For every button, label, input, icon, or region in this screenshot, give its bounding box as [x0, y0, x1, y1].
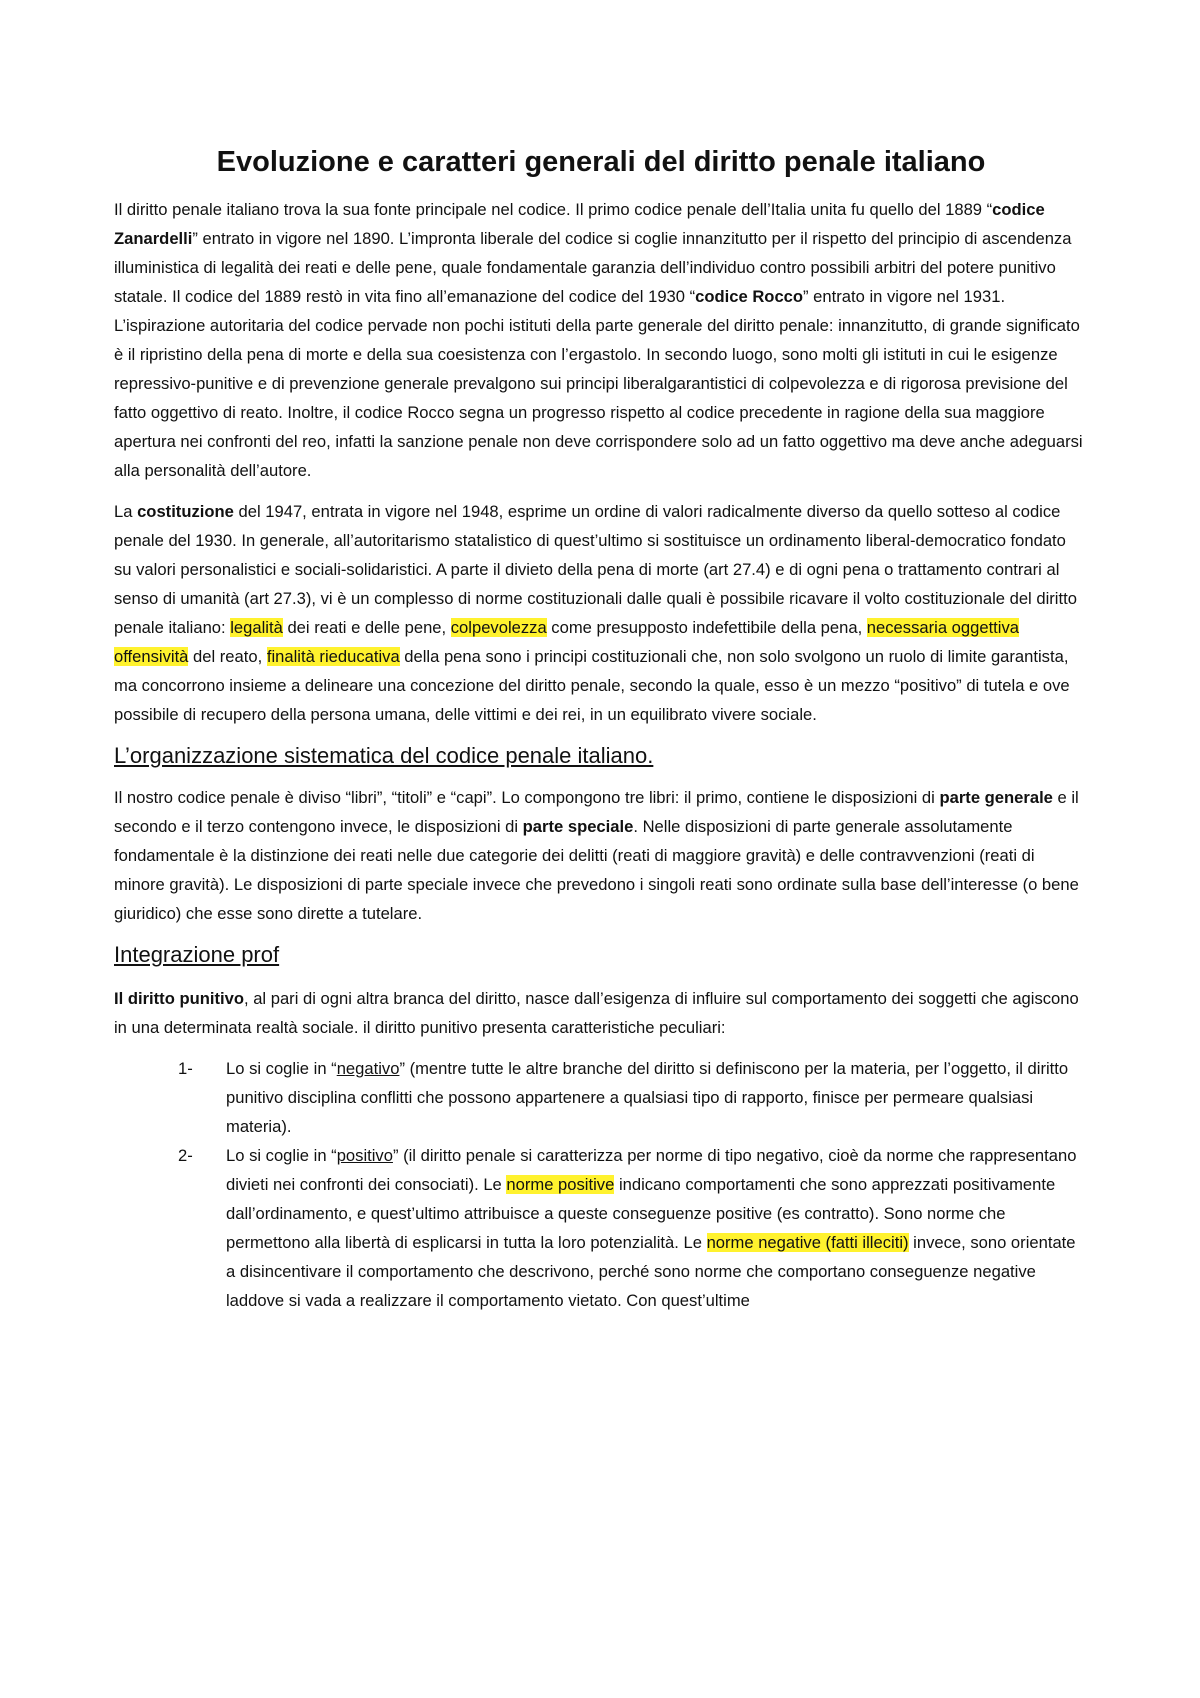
- text-run: ” entrato in vigore nel 1890. L’impronta liberale del codice si coglie innanzitutto per il rispetto del principio di ascendenza illuministica di legalità dei reati e delle pene, quale fondamentale garanzia dell’individuo contro possibili arbitri del potere punitivo statale. Il codice del 1889 restò in vita fino all’emanazione del codice del 1930 “: [114, 229, 1072, 306]
- numbered-list: [114, 1054, 1088, 1315]
- highlighted-term: legalità: [230, 618, 283, 637]
- list-item: [178, 1141, 1088, 1315]
- text-run: come presupposto indefettibile della pena,: [546, 618, 867, 637]
- text-run: Lo si coglie in “: [226, 1146, 337, 1165]
- text-run: ” (il diritto penale si caratterizza per norme di tipo negativo, cioè da norme che rappresentano divieti nei confronti dei consociati). Le: [226, 1146, 1077, 1194]
- bold-term: codice Zanardelli: [114, 200, 1045, 248]
- list-item: [178, 1054, 1088, 1141]
- text-run: . Nelle disposizioni di parte generale assolutamente fondamentale è la distinzione dei reati nelle due categorie dei delitti (reati di maggiore gravità) e delle contravvenzioni (reati di minore gravità). Le disposizioni di parte speciale invece che prevedono i singoli reati sono ordinate sulla base dell’interesse (o bene giuridico) che esse sono dirette a tutelare.: [114, 817, 1079, 923]
- list-number: 1-: [178, 1059, 193, 1078]
- highlighted-term: norme negative (fatti illeciti): [706, 1233, 909, 1252]
- bold-term: codice Rocco: [695, 287, 804, 306]
- highlighted-term: colpevolezza: [450, 618, 547, 637]
- bold-term: parte speciale: [522, 817, 634, 836]
- document-title: Evoluzione e caratteri generali del diritto penale italiano: [216, 146, 986, 178]
- text-run: del 1947, entrata in vigore nel 1948, esprime un ordine di valori radicalmente diverso da quello sotteso al codice penale del 1930. In generale, all’autoritarismo statalistico di quest’ultimo si sostituisce un ordinamento liberal-democratico fondato su valori personalistici e sociali-solidaristici. A parte il divieto della pena di morte (art 27.4) e di ogni pena o trattamento contrari al senso di umanità (art 27.3), vi è un complesso di norme costituzionali dalle quali è possibile ricavare il volto costituzionale del diritto penale italiano:: [114, 502, 1077, 637]
- text-run: dei reati e delle pene,: [282, 618, 451, 637]
- bold-term: Il diritto punitivo: [114, 989, 244, 1008]
- section-heading-organizzazione: L’organizzazione sistematica del codice penale italiano.: [114, 743, 654, 768]
- highlighted-term: necessaria oggettiva offensività: [114, 618, 1020, 666]
- underlined-term: positivo: [336, 1146, 393, 1165]
- text-run: Il diritto penale italiano trova la sua fonte principale nel codice. Il primo codice penale dell’Italia unita fu quello del 1889 “: [114, 200, 993, 219]
- highlighted-term: norme positive: [506, 1175, 615, 1194]
- highlighted-term: finalità rieducativa: [266, 647, 400, 666]
- text-run: ” entrato in vigore nel 1931. L’ispirazione autoritaria del codice pervade non pochi istituti della parte generale del diritto penale: innanzitutto, di grande significato è il ripristino della pena di morte e della sua coesistenza con l’ergastolo. In secondo luogo, sono molti gli istituti in cui le esigenze repressivo-punitive e di prevenzione generale prevalgono sui principi liberalgarantistici di colpevolezza e di rigorosa previsione del fatto oggettivo di reato. Inoltre, il codice Rocco segna un progresso rispetto al codice precedente in ragione della sua maggiore apertura nei confronti del reo, infatti la sanzione penale non deve corrispondere solo ad un fatto oggettivo ma deve anche adeguarsi alla personalità dell’autore.: [114, 287, 1083, 480]
- text-run: del reato,: [188, 647, 267, 666]
- list-number: 2-: [178, 1146, 193, 1165]
- text-run: Lo si coglie in “: [226, 1059, 337, 1078]
- text-run: della pena sono i principi costituzionali che, non solo svolgono un ruolo di limite garantista, ma concorrono insieme a delineare una concezione del diritto penale, secondo la quale, esso è un mezzo “positivo” di tutela e ove possibile di recupero della persona umana, delle vittimi e dei rei, in un equilibrato vivere sociale.: [114, 647, 1070, 724]
- section-heading-integrazione: Integrazione prof: [114, 942, 280, 967]
- text-run: invece, sono orientate a disincentivare il comportamento che descrivono, perché sono norme che comportano conseguenze negative laddove si vada a realizzare il comportamento vietato. Con quest’ultime: [226, 1233, 1076, 1310]
- text-run: La: [114, 502, 138, 521]
- underlined-term: negativo: [336, 1059, 400, 1078]
- paragraph-diritto-punitivo: [114, 984, 1088, 1042]
- text-run: e il secondo e il terzo contengono invece, le disposizioni di: [114, 788, 1079, 836]
- text-run: indicano comportamenti che sono apprezzati positivamente dall’ordinamento, e quest’ultimo attribuisce a queste conseguenze positive (es contratto). Sono norme che permettono alla libertà di esplicarsi in tutta la loro potenzialità. Le: [226, 1175, 1056, 1252]
- paragraph-organizzazione: [114, 783, 1088, 928]
- text-run: Il nostro codice penale è diviso “libri”, “titoli” e “capi”. Lo compongono tre libri: il primo, contiene le disposizioni di: [114, 788, 940, 807]
- text-run: ” (mentre tutte le altre branche del diritto si definiscono per la materia, per l’oggetto, il diritto punitivo disciplina conflitti che possono appartenere a qualsiasi tipo di rapporto, finisce per permeare qualsiasi materia).: [226, 1059, 1069, 1136]
- paragraph-costituzione: [114, 497, 1088, 729]
- text-run: , al pari di ogni altra branca del diritto, nasce dall’esigenza di influire sul comportamento dei soggetti che agiscono in una determinata realtà sociale. il diritto punitivo presenta caratteristiche peculiari:: [114, 989, 1079, 1037]
- paragraph-codice-storia: [114, 195, 1088, 485]
- bold-term: costituzione: [137, 502, 234, 521]
- bold-term: parte generale: [939, 788, 1053, 807]
